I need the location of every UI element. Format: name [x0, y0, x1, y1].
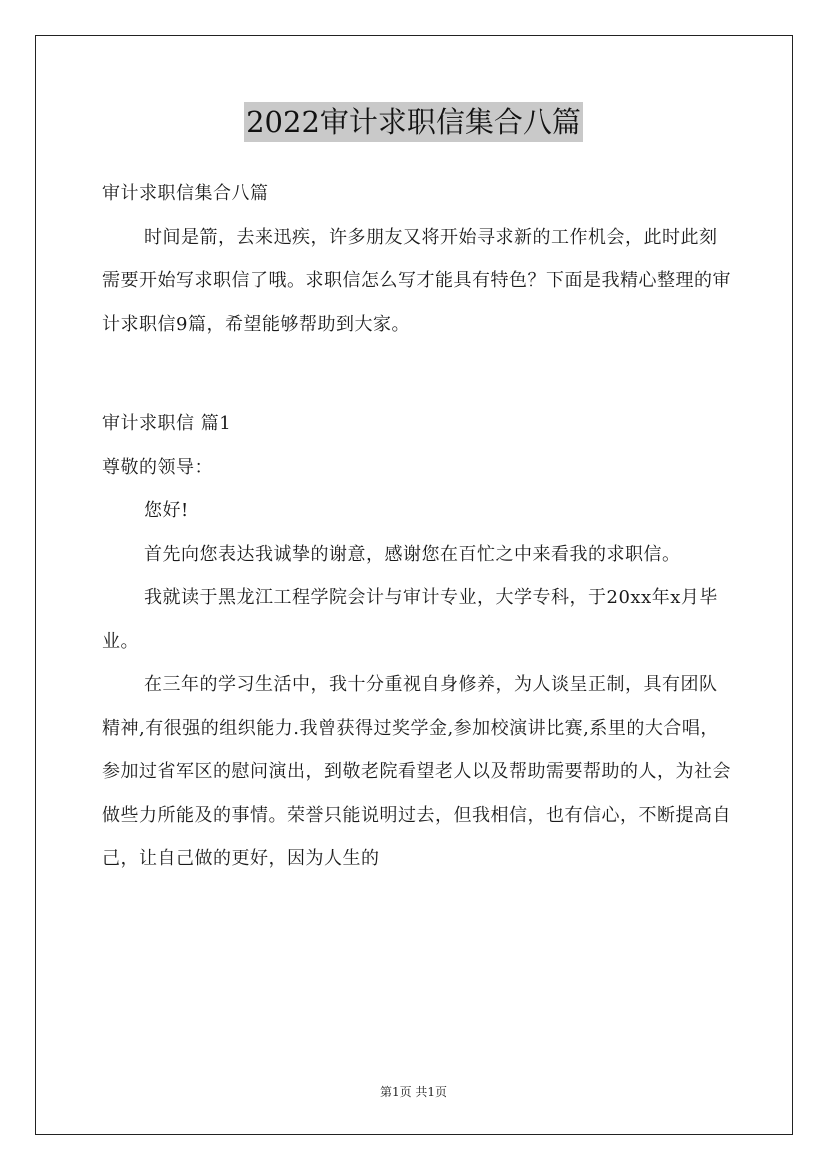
page-footer: 第1页 共1页	[379, 1085, 448, 1099]
greeting: 您好!	[144, 500, 189, 521]
body-paragraph: 在三年的学习生活中，我十分重视自身修养，为人谈呈正制，具有团队精神,有很强的组织能力.我曾获得过奖学金,参加校演讲比赛,系里的大合唱，参加过省军区的慰问演出，到敬老院看望老人以及帮助需要帮助的人，为社会做些力所能及的事情。荣誉只能说明过去，但我相信，也有信心，不断提高自己，让自己做的更好，因为人生的	[102, 674, 731, 869]
section-gap	[102, 346, 732, 402]
body-paragraph: 首先向您表达我诚挚的谢意，感谢您在百忙之中来看我的求职信。	[144, 543, 681, 565]
subtitle: 审计求职信集合八篇	[102, 183, 269, 204]
document-body	[102, 172, 732, 881]
title-container	[0, 102, 827, 142]
document-title: 2022审计求职信集合八篇	[244, 102, 583, 142]
intro-paragraph: 时间是箭，去来迅疾，许多朋友又将开始寻求新的工作机会，此时此刻需要开始写求职信了哦。求职信怎么写才能具有特色？下面是我精心整理的审计求职信9篇，希望能够帮助到大家。	[102, 226, 731, 335]
salutation: 尊敬的领导：	[102, 456, 213, 478]
section-heading: 审计求职信 篇1	[102, 413, 232, 434]
body-paragraph: 我就读于黑龙江工程学院会计与审计专业，大学专科，于20xx年x月毕业。	[102, 587, 718, 652]
